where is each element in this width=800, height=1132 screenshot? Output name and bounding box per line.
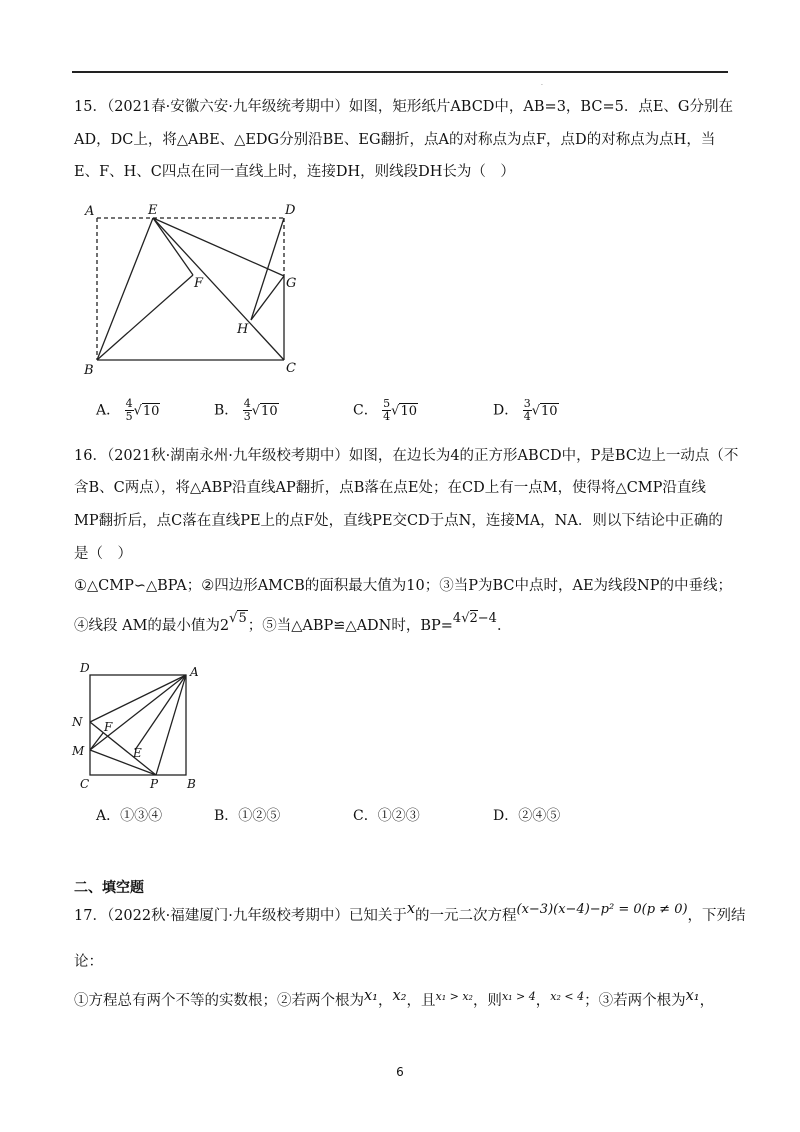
q16-edge-AE [135, 675, 186, 750]
q15-option-den: 4 [383, 410, 391, 423]
q16-line5: ①△CMP∽△BPA；②四边形AMCB的面积最大值为10；③当P为BC中点时，AE为线段NP的中垂线； [74, 578, 732, 594]
q16-label-F: F [104, 720, 113, 734]
q17-line1: 17．（2022秋·福建厦门·九年级校考期中）已知关于x的一元二次方程(x−3)(x−4)−p² = 0(p ≠ 0)，下列结 [74, 901, 746, 924]
q15-edge-DH [251, 218, 284, 320]
q16-bp-expression: 4√2−4 [452, 611, 497, 626]
header-rule [72, 71, 728, 73]
q15-option-rad: 10 [142, 403, 160, 419]
q15-option-den: 5 [125, 410, 133, 423]
q16-option-d[interactable]: D．②④⑤ [493, 808, 561, 824]
q16-option-b[interactable]: B．①②⑤ [214, 808, 281, 824]
q16-line6: ④线段 AM的最小值为2√5；⑤当△ABP≌△ADN时，BP=4√2−4． [74, 611, 512, 634]
q15-edge-BF [97, 275, 193, 360]
q15-option-den: 4 [523, 410, 531, 423]
q15-option-num: 3 [523, 397, 531, 410]
q15-option-a[interactable]: A． $\frac{4}{5}$ √10 [96, 397, 160, 423]
q15-option-rad: 10 [400, 403, 418, 419]
q15-option-c[interactable]: C． $\frac{5}{4}$ √10 [353, 397, 418, 423]
q17-x1b: x₁ [685, 988, 700, 1004]
q16-sqrt-radicand: 5 [238, 611, 247, 626]
page-number: 6 [396, 1065, 404, 1079]
header-dot: . [541, 80, 543, 87]
q15-line3: E、F、H、C四点在同一直线上时，连接DH，则线段DH长为（ ） [74, 164, 515, 180]
q15-figure [80, 195, 310, 380]
q17-x2: x₂ [392, 988, 407, 1004]
q15-label-C: C [286, 361, 296, 376]
q17-equation: (x−3)(x−4)−p² = 0(p ≠ 0) [516, 902, 688, 917]
q15-option-letter: D． [493, 402, 519, 419]
q15-option-den: 3 [243, 410, 251, 423]
q15-option-rad: 10 [261, 403, 278, 419]
q15-label-G: G [286, 276, 297, 291]
q16-label-P: P [150, 777, 159, 790]
q16-label-A: A [190, 665, 199, 679]
q15-option-d[interactable]: D． $\frac{3}{4}$ √10 [493, 397, 558, 423]
q16-line3: MP翻折后，点C落在直线PE上的点F处，直线PE交CD于点N，连接MA，NA．则以下结论中正确的 [74, 513, 723, 529]
q15-option-letter: A． [96, 402, 121, 419]
q16-label-N: N [72, 715, 83, 729]
q15-label-B: B [84, 363, 94, 378]
q17-cond2: x₁ > 4 [501, 990, 536, 1003]
q16-edge-AN [90, 675, 186, 722]
q16-label-E: E [133, 746, 142, 760]
q16-edge-NP [90, 722, 156, 775]
q16-line6-end: ． [496, 618, 512, 634]
q17-cond1: x₁ > x₂ [435, 990, 473, 1003]
q15-label-D: D [285, 203, 296, 218]
q15-option-rad: 10 [540, 403, 558, 419]
q15-option-num: 4 [125, 397, 133, 410]
q16-line6-text-b: ；⑤当△ABP≌△ADN时，BP= [247, 618, 453, 634]
q16-edge-MP [90, 750, 156, 775]
q15-line2: AD，DC上，将△ABE、△EDG分别沿BE、EG翻折，点A的对称点为点F，点D的对称点为点H，当 [74, 132, 716, 148]
q15-label-F: F [194, 276, 204, 291]
q15-edge-EC [153, 218, 284, 360]
q16-option-c[interactable]: C．①②③ [353, 808, 420, 824]
q16-edge-AM [90, 675, 186, 750]
section-title: 二、填空题 [74, 880, 144, 896]
q17-line3: ①方程总有两个不等的实数根；②若两个根为x₁，x₂，且$^{x_1 > x_2}$，则$^{x_1 > 4}$，$^{x_2 < 4}$；③若两个根为x₁， [74, 988, 715, 1009]
q17-line2: 论： [74, 954, 103, 970]
q15-line1: 15．（2021春·安徽六安·九年级统考期中）如图，矩形纸片ABCD中，AB=3，BC=5．点E、G分别在 [74, 99, 733, 115]
q16-label-B: B [187, 777, 196, 790]
q16-label-M: M [72, 744, 85, 758]
q16-line2: 含B、C两点），将△ABP沿直线AP翻折，点B落在点E处；在CD上有一点M，使得将△CMP沿直线 [74, 480, 706, 496]
q16-label-D: D [80, 661, 90, 675]
q16-edge-AP [156, 675, 186, 775]
q15-edge-BE [97, 218, 153, 360]
q15-option-letter: B． [214, 402, 239, 419]
q15-option-num: 4 [243, 397, 251, 410]
q15-option-b[interactable]: B． $\frac{4}{3}$ √10 [214, 397, 278, 423]
q16-option-a[interactable]: A．①③④ [96, 808, 163, 824]
q15-edge-HG [251, 276, 284, 320]
q15-option-num: 5 [383, 397, 391, 410]
q16-line6-text-a: ④线段 AM的最小值为2 [74, 618, 230, 634]
q15-label-E: E [148, 203, 158, 218]
q17-x1: x₁ [364, 988, 378, 1004]
q16-line4: 是（ ） [74, 546, 132, 562]
q16-line1: 16．（2021秋·湖南永州·九年级校考期中）如图，在边长为4的正方形ABCD中，P是BC边上一动点（不 [74, 448, 739, 464]
q15-label-A: A [85, 204, 95, 219]
q17-var-x: x [406, 901, 416, 917]
q15-label-H: H [237, 322, 249, 337]
q15-option-letter: C． [353, 402, 378, 419]
q16-label-C: C [80, 777, 90, 790]
q17-cond3: x₂ < 4 [550, 990, 585, 1003]
q16-figure [70, 658, 210, 790]
